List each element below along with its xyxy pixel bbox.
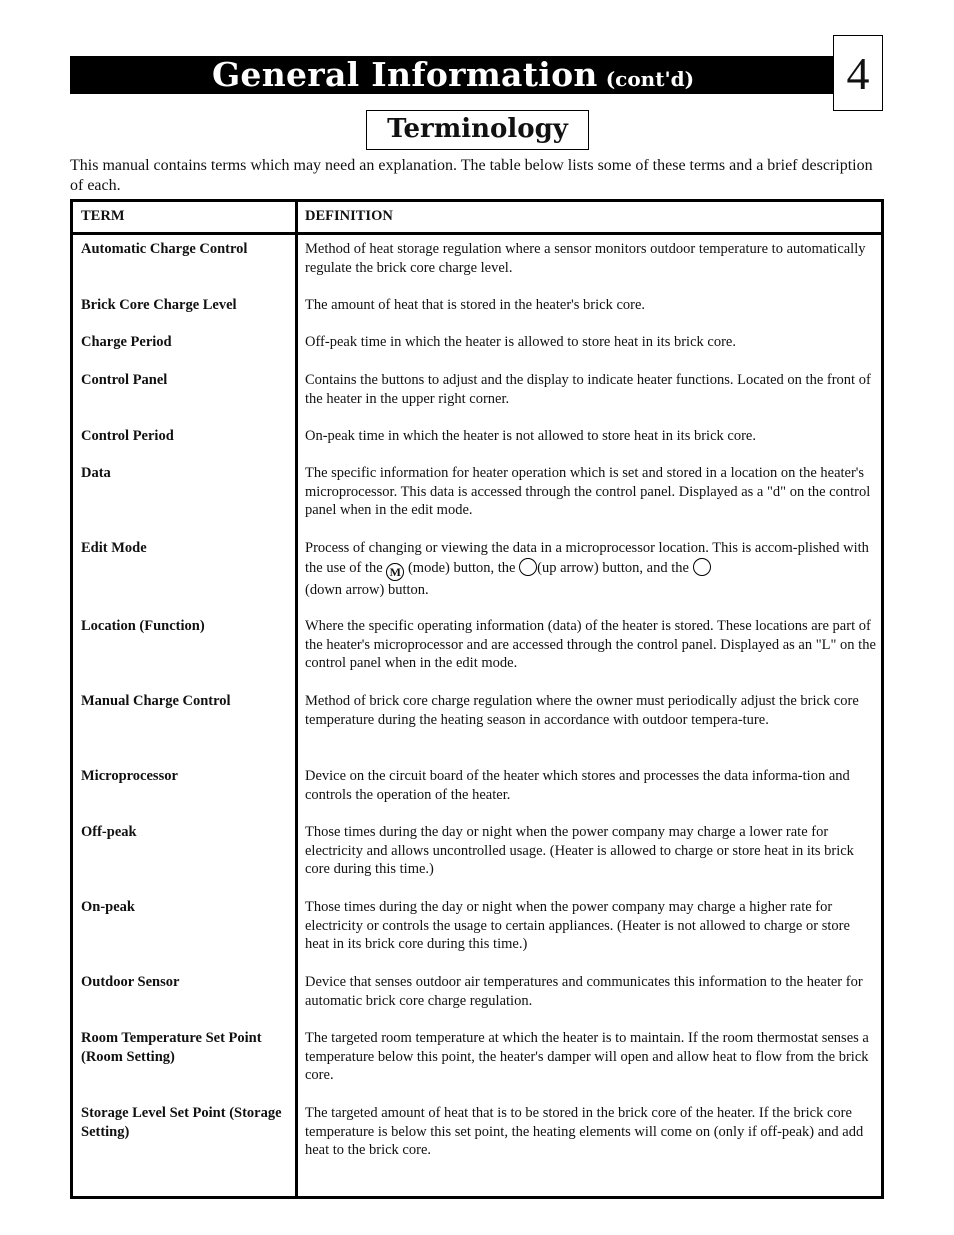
definition-cell: The targeted room temperature at which the heater is to maintain. If the room thermostat senses a temperature below this point, the heater's damper will open and allow heat to flow from the brick core. bbox=[305, 1030, 869, 1083]
column-divider bbox=[295, 202, 298, 1196]
intro-paragraph: This manual contains terms which may need an explanation. The table below lists some of these terms and a brief description of each. bbox=[70, 157, 873, 194]
edit-mode-text-a: Process of changing or viewing the data in a microprocessor location. This is accom-plished with the use of the bbox=[305, 540, 869, 576]
up-arrow-button-icon bbox=[519, 558, 537, 576]
definition-cell: Method of brick core charge regulation where the owner must periodically adjust the brick core temperature during the heating season in accordance with outdoor tempera-ture. bbox=[305, 693, 859, 728]
edit-mode-text-d: (down arrow) button. bbox=[305, 581, 429, 598]
term-column-header: TERM bbox=[81, 208, 125, 224]
term-cell: On-peak bbox=[81, 899, 135, 915]
section-banner bbox=[70, 56, 836, 94]
banner-title: General Information bbox=[211, 55, 598, 94]
term-cell: Charge Period bbox=[81, 334, 172, 350]
term-cell: Edit Mode bbox=[81, 540, 147, 556]
term-cell: Location (Function) bbox=[81, 618, 205, 634]
term-cell: Storage Level Set Point (Storage Setting) bbox=[81, 1105, 282, 1140]
definition-cell: Method of heat storage regulation where a sensor monitors outdoor temperature to automatically regulate the brick core charge level. bbox=[305, 241, 866, 276]
definition-cell: On-peak time in which the heater is not allowed to store heat in its brick core. bbox=[305, 428, 756, 444]
definition-cell: Contains the buttons to adjust and the display to indicate heater functions. Located on the front of the heater in the upper right corner. bbox=[305, 372, 871, 407]
header-divider bbox=[73, 232, 881, 235]
term-cell: Outdoor Sensor bbox=[81, 974, 180, 990]
terminology-table bbox=[70, 199, 884, 1199]
mode-button-icon: M bbox=[386, 563, 404, 581]
definition-cell: Device that senses outdoor air temperatures and communicates this information to the heater for automatic brick core charge regulation. bbox=[305, 974, 863, 1009]
banner-title-suffix: (cont'd) bbox=[605, 67, 695, 91]
down-arrow-button-icon bbox=[693, 558, 711, 576]
term-cell: Room Temperature Set Point (Room Setting) bbox=[81, 1030, 262, 1065]
term-cell: Microprocessor bbox=[81, 768, 178, 784]
edit-mode-text-c: (up arrow) button, and the bbox=[537, 559, 689, 576]
term-cell: Control Period bbox=[81, 428, 174, 444]
definition-cell: The amount of heat that is stored in the heater's brick core. bbox=[305, 297, 646, 313]
definition-cell: Device on the circuit board of the heater which stores and processes the data informa-tion and controls the operation of the heater. bbox=[305, 768, 850, 803]
definition-cell bbox=[305, 539, 877, 599]
definition-cell: Those times during the day or night when the power company may charge a higher rate for electricity or controls the usage to certain appliances. (Heater is not allowed to charge or store heat in its brick core during this time.) bbox=[305, 899, 850, 952]
term-cell: Control Panel bbox=[81, 372, 168, 388]
term-cell: Off-peak bbox=[81, 824, 137, 840]
definition-column-header: DEFINITION bbox=[305, 208, 393, 224]
definition-cell: Those times during the day or night when the power company may charge a lower rate for electricity and allows uncontrolled usage. (Heater is allowed to charge or store heat in its brick core during this time.) bbox=[305, 824, 854, 877]
term-cell: Brick Core Charge Level bbox=[81, 297, 237, 313]
definition-cell: Where the specific operating information (data) of the heater is stored. These locations are part of the heater's microprocessor and are accessed through the control panel. Displayed as an "L" on the control panel when in the edit mode. bbox=[305, 618, 876, 671]
definition-cell: The targeted amount of heat that is to be stored in the brick core of the heater. If the brick core temperature is below this set point, the heating elements will come on (only if off-peak) and add heat to the brick core. bbox=[305, 1105, 864, 1158]
term-cell: Automatic Charge Control bbox=[81, 241, 248, 257]
edit-mode-text-b: (mode) button, the bbox=[407, 559, 516, 576]
term-cell: Data bbox=[81, 465, 111, 481]
page-number: 4 bbox=[833, 35, 883, 111]
definition-cell: Off-peak time in which the heater is allowed to store heat in its brick core. bbox=[305, 334, 736, 350]
definition-cell: The specific information for heater operation which is set and stored in a location on the heater's microprocessor. This data is accessed through the control panel. Displayed as a "d" on the control panel when in the edit mode. bbox=[305, 465, 871, 518]
term-cell: Manual Charge Control bbox=[81, 693, 231, 709]
section-title: Terminology bbox=[366, 110, 589, 150]
